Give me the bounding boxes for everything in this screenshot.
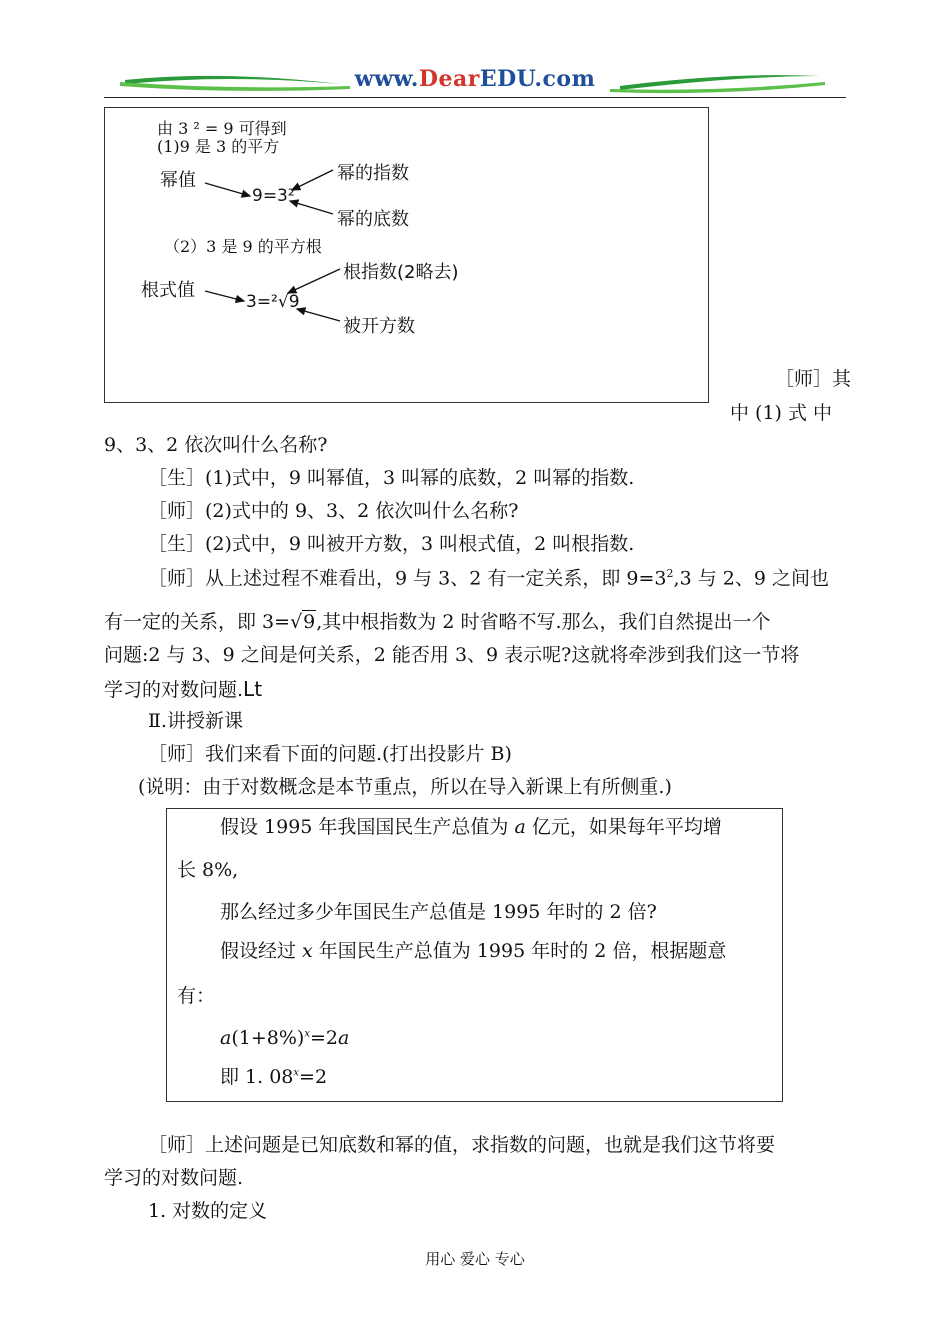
equation-power: 9=3²	[252, 186, 295, 206]
section-heading-2: Ⅱ.讲授新课	[148, 710, 243, 732]
eq1-rhs: =2	[309, 1027, 338, 1049]
figure-arrows	[0, 0, 950, 420]
problem-line-1-b: 亿元，如果每年平均增	[525, 816, 722, 838]
arrow-beikaifang	[297, 309, 340, 321]
body-line-3: ［师］(2)式中的 9、3、2 依次叫什么名称?	[148, 500, 519, 522]
eq1-exp: x	[304, 1028, 310, 1040]
side-text-2: 中 (1) 式 中	[730, 402, 833, 424]
body-line-8	[104, 679, 262, 700]
problem-line-4-b: 年国民生产总值为 1995 年时的 2 倍，根据题意	[312, 940, 727, 962]
body-line-5	[148, 568, 829, 588]
problem-line-2: 长 8%,	[177, 859, 239, 881]
body-line-10: ［师］我们来看下面的问题.(打出投影片 B)	[148, 743, 512, 765]
eq1-a: a	[220, 1027, 232, 1049]
body-line-11: (说明：由于对数概念是本节重点，所以在导入新课上有所侧重.)	[138, 776, 672, 798]
body-line-5-sup: 2	[666, 567, 674, 580]
arrow-genzhishu	[288, 269, 340, 293]
section-heading-definition: 1. 对数的定义	[148, 1200, 268, 1222]
label-mi-de-zhishu: 幂的指数	[337, 163, 409, 184]
body-line-8-text: 学习的对数问题.	[104, 679, 244, 701]
label-genshi-zhi: 根式值	[141, 280, 195, 301]
radicand: 9	[303, 611, 316, 633]
var-x: x	[302, 940, 313, 962]
arrow-genshizhi	[205, 291, 244, 301]
label-gen-zhishu: 根指数(2略去)	[343, 262, 459, 283]
eq2-base: 即 1. 08	[220, 1066, 294, 1088]
problem-line-5: 有：	[177, 985, 216, 1007]
arrow-mizhi	[205, 183, 250, 196]
problem-line-1	[220, 818, 722, 837]
page-footer: 用心 爱心 专心	[425, 1250, 525, 1268]
body-line-6	[104, 613, 771, 632]
body-line-2: ［生］(1)式中，9 叫幂值，3 叫幂的底数，2 叫幂的指数.	[148, 467, 635, 489]
logo-text-dear: Dear	[418, 66, 480, 92]
figure-item1: (1)9 是 3 的平方	[157, 137, 280, 156]
radical-sign-icon: √	[290, 611, 303, 633]
label-bei-kaifang-shu: 被开方数	[343, 316, 415, 337]
label-mi-de-dishu: 幂的底数	[337, 209, 409, 230]
equation-radical: 3=²√9	[246, 292, 300, 312]
logo-text: www.DearEDU.com	[354, 66, 596, 92]
problem-line-3: 那么经过多少年国民生产总值是 1995 年时的 2 倍?	[220, 901, 657, 923]
body-line-1: 9、3、2 依次叫什么名称?	[104, 434, 328, 456]
body-line-5-b: ,3 与 2、9 之间也	[673, 567, 829, 590]
figure-intro: 由 3 ² = 9 可得到	[157, 119, 287, 138]
after-line-1: ［师］上述问题是已知底数和幂的值，求指数的问题，也就是我们这节将要	[148, 1134, 776, 1156]
eq2-exp: x	[293, 1067, 300, 1079]
after-line-2: 学习的对数问题.	[104, 1167, 244, 1189]
side-text-1: ［师］其	[775, 368, 852, 390]
body-line-6-b: ,其中根指数为 2 时省略不写.那么，我们自然提出一个	[316, 611, 771, 633]
problem-equation-1	[220, 1029, 349, 1048]
radical-sqrt9	[290, 613, 316, 632]
var-a: a	[514, 816, 526, 838]
problem-equation-2	[220, 1068, 327, 1087]
body-line-6-a: 有一定的关系，即 3=	[104, 611, 291, 633]
arrow-zhishu	[292, 170, 333, 190]
label-mi-zhi: 幂值	[160, 170, 196, 191]
problem-line-4-a: 假设经过	[220, 940, 303, 962]
body-line-4: ［生］(2)式中，9 叫被开方数，3 叫根式值，2 叫根指数.	[148, 533, 635, 555]
problem-line-1-a: 假设 1995 年我国国民生产总值为	[220, 816, 515, 838]
eq1-base: (1+8%)	[231, 1027, 305, 1049]
eq2-rhs: =2	[299, 1066, 328, 1088]
problem-line-4	[220, 942, 726, 961]
figure-item2: （2）3 是 9 的平方根	[164, 237, 322, 256]
eq1-rhs-a: a	[337, 1027, 350, 1049]
body-line-7: 问题:2 与 3、9 之间是何关系，2 能否用 3、9 表示呢?这就将牵涉到我们这一节将	[104, 644, 800, 666]
stray-mark: Lt	[243, 677, 263, 701]
arrow-dishu	[290, 201, 333, 214]
body-line-5-a: ［师］从上述过程不难看出，9 与 3、2 有一定关系，即 9=3	[148, 567, 667, 590]
